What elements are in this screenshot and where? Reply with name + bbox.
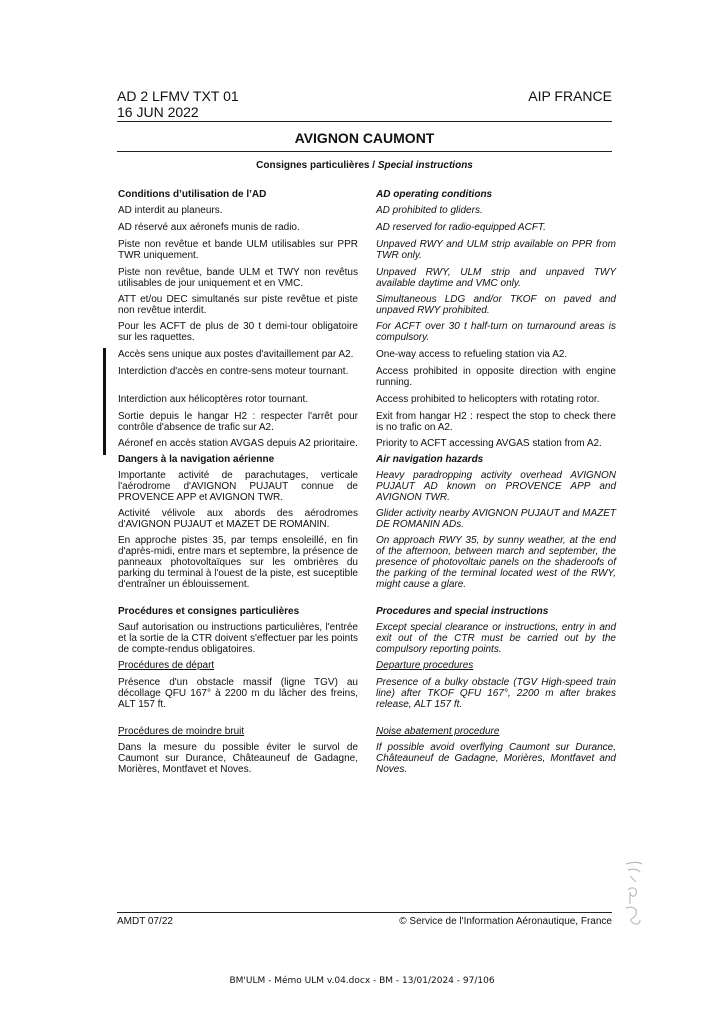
column-fr xyxy=(118,189,358,775)
paragraph-fr: AD interdit au planeurs. xyxy=(118,205,223,216)
amendment-label: AMDT 07/22 xyxy=(117,916,173,927)
paragraph-en: Except special clearance or instructions, entry in and exit out of the CTR must be carried out by the compulsory reporting points. xyxy=(376,622,616,655)
service-label: © Service de l'Information Aéronautique, France xyxy=(399,916,612,927)
paragraph-fr: Présence d'un obstacle massif (ligne TGV) au décollage QFU 167° à 2200 m du lâcher des freins, ALT 157 ft. xyxy=(118,677,358,710)
paragraph-en: Presence of a bulky obstacle (TGV High-speed train line) after TKOF QFU 167°, 2200 m after brakes release, ALT 157 ft. xyxy=(376,677,616,710)
heading-fr: Conditions d’utilisation de l’AD xyxy=(118,189,267,200)
page-title: AVIGNON CAUMONT xyxy=(294,130,435,146)
paragraph-fr: ATT et/ou DEC simultanés sur piste revêtue et piste non revêtue interdit. xyxy=(118,294,358,316)
paragraph-fr: Sortie depuis le hangar H2 : respecter l'arrêt pour contrôle d'absence de trafic sur A2. xyxy=(118,411,358,433)
paragraph-fr: Dans la mesure du possible éviter le survol de Caumont sur Durance, Châteauneuf de Gadagne, Morières, Montfavet et Noves. xyxy=(118,742,358,775)
subtitle-fr: Consignes particulières / xyxy=(256,160,378,171)
paragraph-en: Access prohibited to helicopters with rotating rotor. xyxy=(376,394,600,405)
paragraph-fr: Accès sens unique aux postes d'avitaillement par A2. xyxy=(118,349,354,360)
paragraph-fr: En approche pistes 35, par temps ensoleillé, en fin d'après-midi, entre mars et septembre, la présence de panneaux photovoltaïques sur les ombrières du parking du terminal à l'ouest de la piste, est suceptible d'entraîner un éblouissement. xyxy=(118,535,358,590)
heading-fr: Dangers à la navigation aérienne xyxy=(118,454,275,465)
change-bar xyxy=(103,348,106,455)
heading-fr: Procédures et consignes particulières xyxy=(118,606,300,617)
paragraph-fr: Sauf autorisation ou instructions particulières, l'entrée et la sortie de la CTR doivent s'effectuer par les points de compte-rendus obligatoires. xyxy=(118,622,358,655)
paragraph-fr: Importante activité de parachutages, verticale l'aérodrome d'AVIGNON PUJAUT connue de PROVENCE APP et AVIGNON TWR. xyxy=(118,470,358,503)
paragraph-fr: Piste non revêtue et bande ULM utilisables sur PPR TWR uniquement. xyxy=(118,239,358,261)
paragraph-en: Access prohibited in opposite direction with engine running. xyxy=(376,366,616,388)
paragraph-en: Glider activity nearby AVIGNON PUJAUT and MAZET DE ROMANIN ADs. xyxy=(376,508,616,530)
paragraph-fr: Interdiction aux hélicoptères rotor tournant. xyxy=(118,394,309,405)
paragraph-en: Unpaved RWY and ULM strip available on PPR from TWR only. xyxy=(376,239,616,261)
column-en xyxy=(376,189,616,775)
section-subtitle xyxy=(117,160,612,171)
paragraph-en: Exit from hangar H2 : respect the stop to check there is no trafic on A2. xyxy=(376,411,616,433)
heading-en: Procedures and special instructions xyxy=(376,606,549,617)
subheading-fr: Procédures de départ xyxy=(118,660,215,671)
paragraph-fr: Activité vélivole aux abords des aérodromes d'AVIGNON PUJAUT et MAZET DE ROMANIN. xyxy=(118,508,358,530)
paragraph-en: Priority to ACFT accessing AVGAS station from A2. xyxy=(376,438,602,449)
subheading-en: Noise abatement procedure xyxy=(376,726,500,737)
footer-rule xyxy=(117,912,612,913)
paragraph-en: AD reserved for radio-equipped ACFT. xyxy=(376,222,546,233)
paragraph-fr: AD réservé aux aéronefs munis de radio. xyxy=(118,222,300,233)
paragraph-en: AD prohibited to gliders. xyxy=(376,205,483,216)
paragraph-fr: Pour les ACFT de plus de 30 t demi-tour obligatoire sur les raquettes. xyxy=(118,321,358,343)
paragraph-en: One-way access to refueling station via A2. xyxy=(376,349,568,360)
heading-en: AD operating conditions xyxy=(376,189,493,200)
paragraph-en: On approach RWY 35, by sunny weather, at the end of the afternoon, between march and september, the presence of photovoltaic panels on the shaderoofs of the parking of the terminal located west of the RWY, might cause a glare. xyxy=(376,535,616,590)
subtitle-en: Special instructions xyxy=(377,160,473,171)
paragraph-en: Unpaved RWY, ULM strip and unpaved TWY available daytime and VMC only. xyxy=(376,267,616,289)
paragraph-en: Simultaneous LDG and/or TKOF on paved and unpaved RWY prohibited. xyxy=(376,294,616,316)
header-rule xyxy=(117,121,612,122)
paragraph-fr: Aéronef en accès station AVGAS depuis A2 prioritaire. xyxy=(118,438,358,449)
publisher-label: AIP FRANCE xyxy=(528,88,612,104)
title-rule xyxy=(117,151,612,152)
page-footer-line: BM'ULM - Mémo ULM v.04.docx - BM - 13/01/2024 - 97/106 xyxy=(229,976,495,986)
doc-reference: AD 2 LFMV TXT 01 xyxy=(117,88,239,104)
subheading-fr: Procédures de moindre bruit xyxy=(118,726,245,737)
doc-date: 16 JUN 2022 xyxy=(117,104,199,120)
heading-en: Air navigation hazards xyxy=(376,454,484,465)
subheading-en: Departure procedures xyxy=(376,660,474,671)
paragraph-en: For ACFT over 30 t half-turn on turnaround areas is compulsory. xyxy=(376,321,616,343)
handwritten-initials-icon xyxy=(622,860,646,930)
paragraph-en: If possible avoid overflying Caumont sur Durance, Châteauneuf de Gadagne, Morières, Montfavet and Noves. xyxy=(376,742,616,775)
paragraph-fr: Piste non revêtue, bande ULM et TWY non revêtus utilisables de jour uniquement et en VMC. xyxy=(118,267,358,289)
paragraph-en: Heavy paradropping activity overhead AVIGNON PUJAUT AD known on PROVENCE APP and AVIGNON TWR. xyxy=(376,470,616,503)
paragraph-fr: Interdiction d'accès en contre-sens moteur tournant. xyxy=(118,366,349,377)
